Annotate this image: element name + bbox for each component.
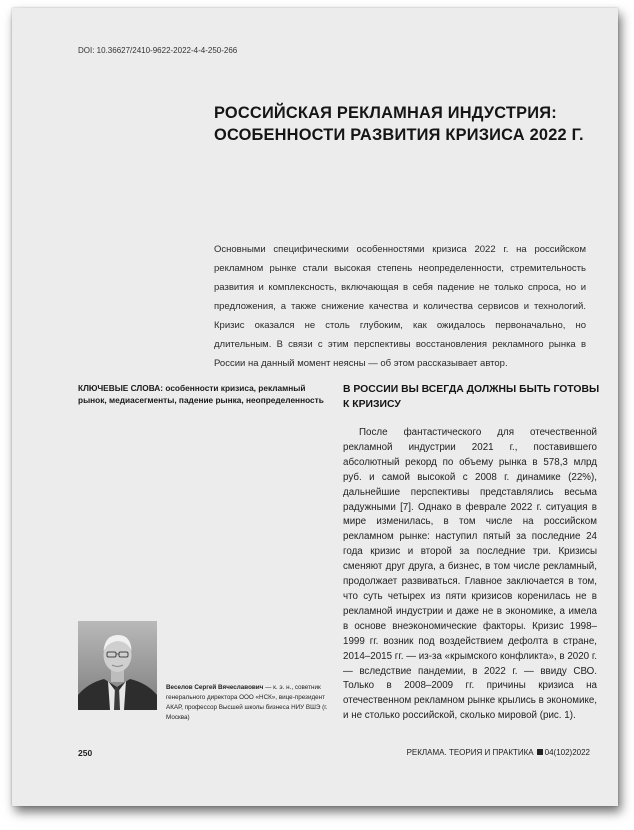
journal-page	[12, 8, 618, 806]
journal-footer	[407, 748, 590, 757]
title-line-2: ОСОБЕННОСТИ РАЗВИТИЯ КРИЗИСА 2022 Г.	[214, 126, 584, 144]
section-heading: В РОССИИ ВЫ ВСЕГДА ДОЛЖНЫ БЫТЬ ГОТОВЫ К КРИЗИСУ	[343, 384, 600, 410]
author-info	[166, 683, 336, 723]
abstract: Основными специфическими особенностями кризиса 2022 г. на российском рекламном рынке стали высокая степень неопределенности, стремительность развития и комплексность, включающая в себя падение не только спроса, но и предложения, а также снижение качества и количества сервисов и технологий. Кризис оказался не столь глубоким, как ожидалось первоначально, но длительным. В связи с этим перспективы восстановления рекламного рынка в России на данный момент неясны — об этом рассказывает автор.	[214, 244, 586, 369]
square-bullet-icon	[537, 749, 543, 755]
keywords	[78, 382, 328, 406]
keywords-label: КЛЮЧЕВЫЕ СЛОВА:	[78, 383, 164, 393]
author-photo	[78, 621, 157, 710]
title-line-1: РОССИЙСКАЯ РЕКЛАМНАЯ ИНДУСТРИЯ:	[214, 104, 557, 122]
author-details: — к. э. н., советник генерального директора ООО «НСК», вице-президент АКАР, профессор Высшей школы бизнеса НИУ ВШЭ (г. Москва)	[166, 684, 328, 721]
page-number: 250	[78, 748, 93, 758]
author-name: Веселов Сергей Вячеславович	[166, 684, 264, 691]
journal-name: РЕКЛАМА. ТЕОРИЯ И ПРАКТИКА	[406, 748, 534, 757]
journal-issue: 04(102)2022	[544, 748, 590, 757]
keywords-text: особенности кризиса, рекламный рынок, медиасегменты, падение рынка, неопределенность	[78, 383, 324, 405]
doi-line: DOI: 10.36627/2410-9622-2022-4-4-250-266	[78, 46, 238, 55]
article-title	[214, 102, 594, 146]
section-body: После фантастического для отечественной рекламной индустрии 2021 г., поставившего абсолютный рекорд по объему рынка в 578,3 млрд руб. и самой высокой с 2008 г. динамике (22%), дальнейшие перспективы представлялись весьма радужными [7]. Однако в феврале 2022 г. ситуация в мире изменилась, в том числе на российском рекламном рынке: наступил пятый за последние 24 года кризис и второй за последние три. Кризисы сменяют друг друга, а бизнес, в том числе рекламный, продолжает развиваться. Главное заключается в том, что суть четырех из пяти кризисов коренилась не в рекламной индустрии и даже не в экономике, а имела в основе внеэкономические факторы. Кризис 1998–1999 гг. возник под воздействием дефолта в стране, 2014–2015 гг. — из-за «крымского конфликта», в 2020 г. — вследствие пандемии, в 2022 г. — ввиду СВО. Только в 2008–2009 гг. причины кризиса на отечественном рекламном рынке крылись в экономике, и не столько российской, сколько мировой (рис. 1).	[343, 427, 598, 722]
